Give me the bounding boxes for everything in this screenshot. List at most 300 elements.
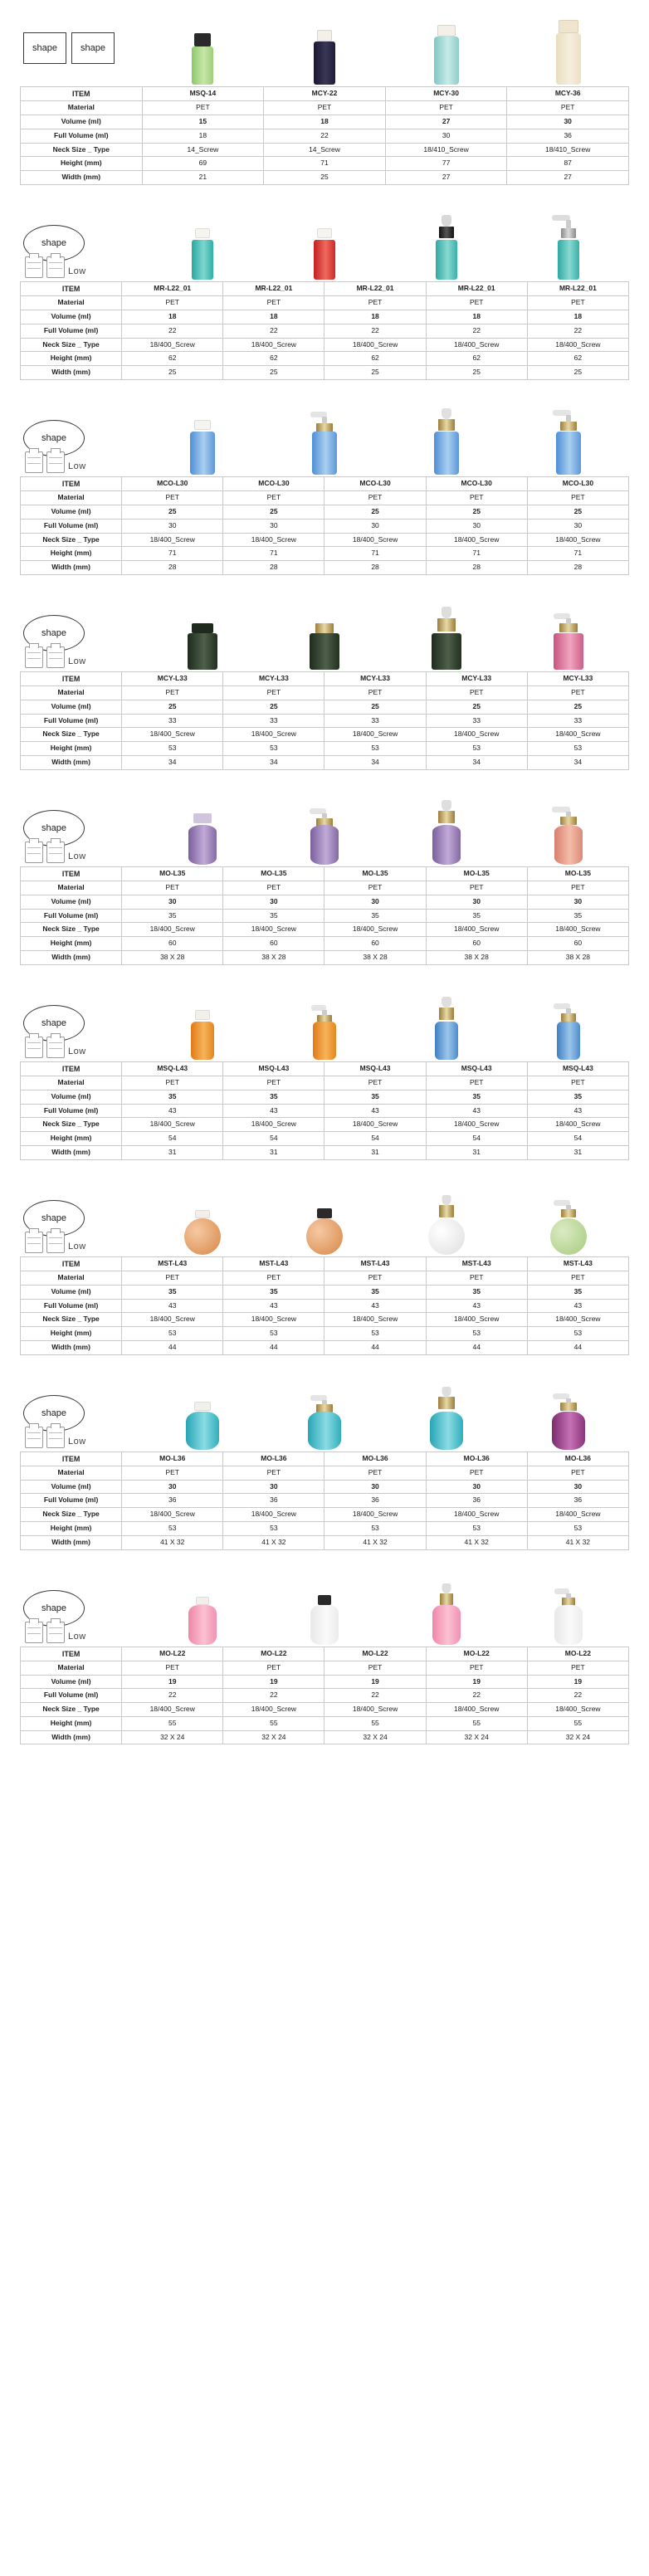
cell-material: PET xyxy=(426,686,527,700)
cell-neck: 18/400_Screw xyxy=(223,338,324,352)
reference-bottle-icon xyxy=(46,646,65,668)
product-image-1 xyxy=(142,1377,264,1450)
product-image-4 xyxy=(507,402,629,475)
cell-width: 34 xyxy=(223,755,324,769)
product-image-2 xyxy=(264,12,386,85)
cell-height: 53 xyxy=(324,1327,426,1341)
cell-material: PET xyxy=(122,1661,223,1675)
row-label-width: Width (mm) xyxy=(21,1340,122,1354)
shape-placeholder-cell xyxy=(20,1182,142,1255)
row-label-neck: Neck Size _ Type xyxy=(21,923,122,937)
cell-height: 53 xyxy=(324,1521,426,1535)
cell-width: 41 X 32 xyxy=(324,1535,426,1549)
product-image-4 xyxy=(507,597,629,670)
cell-volume: 15 xyxy=(142,115,264,129)
cell-volume: 35 xyxy=(324,1285,426,1299)
cell-height: 60 xyxy=(324,937,426,951)
cell-volume: 30 xyxy=(426,895,527,909)
cell-code: MST-L43 xyxy=(122,1256,223,1271)
cell-neck: 14_Screw xyxy=(264,143,386,157)
cell-material: PET xyxy=(527,296,628,310)
cell-volume: 25 xyxy=(527,505,628,519)
product-image-3 xyxy=(385,792,507,865)
cell-neck: 18/400_Screw xyxy=(223,533,324,547)
cell-volume: 18 xyxy=(264,115,386,129)
cell-full-volume: 43 xyxy=(223,1299,324,1313)
row-label-item: ITEM xyxy=(21,1256,122,1271)
cell-neck: 18/410_Screw xyxy=(385,143,507,157)
low-label: Low xyxy=(68,851,86,861)
cell-neck: 18/400_Screw xyxy=(324,1118,426,1132)
shape-placeholder-cell xyxy=(20,597,142,670)
cell-height: 55 xyxy=(527,1716,628,1730)
figure-row xyxy=(20,402,629,475)
cell-material: PET xyxy=(324,1076,426,1090)
product-image-5 xyxy=(629,1572,649,1645)
table-row-height xyxy=(21,1716,629,1730)
cell-neck: 18/400_Screw xyxy=(324,1703,426,1717)
row-label-width: Width (mm) xyxy=(21,1730,122,1744)
product-image-3 xyxy=(385,402,507,475)
product-block-6 xyxy=(20,987,629,1160)
low-label: Low xyxy=(68,1241,86,1251)
cell-height: 71 xyxy=(324,547,426,561)
row-label-item: ITEM xyxy=(21,476,122,490)
cell-code: MSQ-L43 xyxy=(223,1061,324,1076)
table-row-width xyxy=(21,1730,629,1744)
cell-neck: 18/400_Screw xyxy=(527,728,628,742)
row-label-neck: Neck Size _ Type xyxy=(21,1508,122,1522)
cell-height: 71 xyxy=(527,547,628,561)
shape-placeholder-cell xyxy=(20,12,142,85)
cell-full-volume: 43 xyxy=(223,1104,324,1118)
cell-code: MCY-L33 xyxy=(527,671,628,685)
cell-volume: 18 xyxy=(426,310,527,324)
cell-material: PET xyxy=(324,881,426,895)
cell-neck: 18/400_Screw xyxy=(122,338,223,352)
cell-height: 53 xyxy=(527,742,628,756)
product-image-5 xyxy=(629,1377,649,1450)
cell-neck: 18/400_Screw xyxy=(122,728,223,742)
cell-volume: 30 xyxy=(426,1480,527,1494)
cell-full-volume: 30 xyxy=(223,519,324,533)
row-label-item: ITEM xyxy=(21,866,122,881)
shape-placeholder-oval: shape xyxy=(23,1200,85,1237)
row-label-width: Width (mm) xyxy=(21,755,122,769)
cell-code: MCY-L33 xyxy=(223,671,324,685)
cell-full-volume: 35 xyxy=(426,909,527,923)
reference-bottle-icon xyxy=(25,256,43,278)
cell-neck: 18/400_Screw xyxy=(426,1703,527,1717)
cell-height: 60 xyxy=(527,937,628,951)
cell-material: PET xyxy=(142,101,264,115)
cell-volume: 35 xyxy=(426,1285,527,1299)
cell-neck: 18/400_Screw xyxy=(223,923,324,937)
cell-code: MO-L36 xyxy=(426,1451,527,1466)
figure-row xyxy=(20,1182,629,1255)
table-row-material xyxy=(21,101,629,115)
size-reference-group xyxy=(25,1622,86,1643)
cell-full-volume: 36 xyxy=(122,1494,223,1508)
row-label-volume: Volume (ml) xyxy=(21,310,122,324)
cell-full-volume: 36 xyxy=(324,1494,426,1508)
product-image-2 xyxy=(264,1572,386,1645)
cell-neck: 14_Screw xyxy=(142,143,264,157)
cell-width: 31 xyxy=(223,1145,324,1159)
cell-neck: 18/400_Screw xyxy=(426,923,527,937)
cell-material: PET xyxy=(122,686,223,700)
row-label-neck: Neck Size _ Type xyxy=(21,1703,122,1717)
row-label-volume: Volume (ml) xyxy=(21,505,122,519)
cell-neck: 18/400_Screw xyxy=(527,1508,628,1522)
cell-width: 44 xyxy=(223,1340,324,1354)
cell-code: MST-L43 xyxy=(223,1256,324,1271)
cell-code: MST-L43 xyxy=(324,1256,426,1271)
cell-height: 54 xyxy=(223,1132,324,1146)
cell-neck: 18/400_Screw xyxy=(527,923,628,937)
product-image-4 xyxy=(507,792,629,865)
cell-width: 41 X 32 xyxy=(223,1535,324,1549)
row-label-height: Height (mm) xyxy=(21,1521,122,1535)
product-image-3 xyxy=(385,1377,507,1450)
cell-width: 32 X 24 xyxy=(122,1730,223,1744)
table-row-material xyxy=(21,686,629,700)
product-image-4 xyxy=(507,1377,629,1450)
row-label-material: Material xyxy=(21,101,143,115)
cell-width: 28 xyxy=(527,561,628,575)
table-row-height xyxy=(21,1521,629,1535)
cell-code: MO-L36 xyxy=(324,1451,426,1466)
cell-neck: 18/400_Screw xyxy=(324,728,426,742)
cell-code: MCY-L33 xyxy=(324,671,426,685)
cell-full-volume: 22 xyxy=(527,1689,628,1703)
cell-material: PET xyxy=(426,1661,527,1675)
cell-volume: 35 xyxy=(324,1090,426,1104)
cell-full-volume: 30 xyxy=(324,519,426,533)
product-image-5 xyxy=(629,1182,649,1255)
cell-width: 44 xyxy=(426,1340,527,1354)
product-image-2 xyxy=(264,402,386,475)
cell-full-volume: 43 xyxy=(122,1299,223,1313)
cell-code: MSQ-L43 xyxy=(122,1061,223,1076)
row-label-item: ITEM xyxy=(21,281,122,295)
table-row-neck xyxy=(21,1508,629,1522)
cell-volume: 18 xyxy=(122,310,223,324)
reference-bottle-icon xyxy=(46,451,65,473)
shape-placeholder-oval: shape xyxy=(23,1005,85,1042)
cell-material: PET xyxy=(324,686,426,700)
cell-volume: 30 xyxy=(324,1480,426,1494)
cell-volume: 35 xyxy=(122,1090,223,1104)
cell-full-volume: 35 xyxy=(324,909,426,923)
cell-volume: 35 xyxy=(223,1090,324,1104)
row-label-full-volume: Full Volume (ml) xyxy=(21,324,122,338)
spec-table-9 xyxy=(20,1647,629,1745)
product-block-8 xyxy=(20,1377,629,1550)
figure-row xyxy=(20,1377,629,1450)
table-row-neck xyxy=(21,1118,629,1132)
cell-full-volume: 22 xyxy=(324,324,426,338)
cell-height: 62 xyxy=(122,352,223,366)
table-row-height xyxy=(21,352,629,366)
table-row-volume xyxy=(21,1285,629,1299)
cell-material: PET xyxy=(223,491,324,505)
cell-width: 38 X 28 xyxy=(122,950,223,964)
cell-full-volume: 35 xyxy=(122,909,223,923)
low-label: Low xyxy=(68,266,86,276)
table-row-neck xyxy=(21,923,629,937)
row-label-neck: Neck Size _ Type xyxy=(21,143,143,157)
table-row-item xyxy=(21,1647,629,1661)
table-row-neck xyxy=(21,1313,629,1327)
row-label-item: ITEM xyxy=(21,1451,122,1466)
cell-material: PET xyxy=(122,491,223,505)
table-row-volume xyxy=(21,310,629,324)
row-label-width: Width (mm) xyxy=(21,171,143,185)
cell-full-volume: 30 xyxy=(385,129,507,143)
cell-code: MCY-L33 xyxy=(426,671,527,685)
row-label-neck: Neck Size _ Type xyxy=(21,338,122,352)
cell-neck: 18/400_Screw xyxy=(324,1313,426,1327)
row-label-height: Height (mm) xyxy=(21,1716,122,1730)
cell-code: MO-L22 xyxy=(324,1647,426,1661)
cell-neck: 18/400_Screw xyxy=(324,1508,426,1522)
cell-material: PET xyxy=(426,491,527,505)
cell-width: 25 xyxy=(527,366,628,380)
row-label-volume: Volume (ml) xyxy=(21,895,122,909)
cell-volume: 18 xyxy=(223,310,324,324)
cell-material: PET xyxy=(324,1271,426,1285)
row-label-height: Height (mm) xyxy=(21,937,122,951)
row-label-width: Width (mm) xyxy=(21,561,122,575)
block-spacer xyxy=(20,388,629,402)
cell-full-volume: 35 xyxy=(527,909,628,923)
row-label-width: Width (mm) xyxy=(21,366,122,380)
cell-full-volume: 22 xyxy=(264,129,386,143)
spec-table-3 xyxy=(20,476,629,575)
cell-full-volume: 30 xyxy=(527,519,628,533)
row-label-height: Height (mm) xyxy=(21,352,122,366)
cell-neck: 18/400_Screw xyxy=(426,1118,527,1132)
row-label-material: Material xyxy=(21,1661,122,1675)
table-row-width xyxy=(21,1535,629,1549)
cell-width: 31 xyxy=(527,1145,628,1159)
cell-code: MO-L35 xyxy=(426,866,527,881)
cell-code: MR-L22_01 xyxy=(426,281,527,295)
cell-neck: 18/400_Screw xyxy=(122,923,223,937)
row-label-full-volume: Full Volume (ml) xyxy=(21,1299,122,1313)
cell-material: PET xyxy=(122,1076,223,1090)
shape-placeholder-cell xyxy=(20,792,142,865)
table-row-material xyxy=(21,1076,629,1090)
cell-material: PET xyxy=(324,296,426,310)
cell-height: 54 xyxy=(324,1132,426,1146)
table-row-neck xyxy=(21,143,629,157)
spec-table-5 xyxy=(20,866,629,965)
reference-bottle-icon xyxy=(25,646,43,668)
table-row-item xyxy=(21,281,629,295)
row-label-item: ITEM xyxy=(21,671,122,685)
table-row-width xyxy=(21,1340,629,1354)
cell-height: 69 xyxy=(142,157,264,171)
product-image-1 xyxy=(142,792,264,865)
spec-table-1 xyxy=(20,86,629,185)
cell-volume: 27 xyxy=(385,115,507,129)
table-row-item xyxy=(21,671,629,685)
reference-bottle-icon xyxy=(46,1037,65,1058)
cell-height: 53 xyxy=(122,742,223,756)
product-image-4 xyxy=(507,987,629,1060)
shape-placeholder-square-2: shape xyxy=(71,32,115,64)
cell-full-volume: 22 xyxy=(324,1689,426,1703)
row-label-height: Height (mm) xyxy=(21,547,122,561)
cell-width: 38 X 28 xyxy=(223,950,324,964)
cell-neck: 18/400_Screw xyxy=(527,1313,628,1327)
cell-material: PET xyxy=(527,1271,628,1285)
cell-height: 55 xyxy=(324,1716,426,1730)
cell-material: PET xyxy=(223,1271,324,1285)
shape-placeholder-oval: shape xyxy=(23,225,85,261)
cell-neck: 18/400_Screw xyxy=(426,533,527,547)
table-row-height xyxy=(21,742,629,756)
cell-material: PET xyxy=(223,1661,324,1675)
product-image-2 xyxy=(264,1377,386,1450)
cell-code: MO-L36 xyxy=(223,1451,324,1466)
cell-volume: 19 xyxy=(122,1675,223,1689)
cell-height: 55 xyxy=(223,1716,324,1730)
cell-width: 38 X 28 xyxy=(527,950,628,964)
size-reference-group xyxy=(25,451,86,473)
cell-material: PET xyxy=(507,101,629,115)
spec-table-8 xyxy=(20,1451,629,1550)
cell-width: 34 xyxy=(426,755,527,769)
shape-placeholder-cell xyxy=(20,1572,142,1645)
product-image-3 xyxy=(385,987,507,1060)
cell-code: MR-L22_01 xyxy=(223,281,324,295)
block-spacer xyxy=(20,973,629,987)
row-label-item: ITEM xyxy=(21,1061,122,1076)
table-row-volume xyxy=(21,1090,629,1104)
cell-full-volume: 30 xyxy=(122,519,223,533)
cell-code: MCO-L30 xyxy=(223,476,324,490)
cell-full-volume: 22 xyxy=(426,1689,527,1703)
table-row-width xyxy=(21,755,629,769)
cell-width: 28 xyxy=(324,561,426,575)
cell-full-volume: 43 xyxy=(324,1104,426,1118)
row-label-volume: Volume (ml) xyxy=(21,700,122,714)
cell-neck: 18/400_Screw xyxy=(527,1703,628,1717)
row-label-height: Height (mm) xyxy=(21,742,122,756)
row-label-neck: Neck Size _ Type xyxy=(21,728,122,742)
row-label-material: Material xyxy=(21,1076,122,1090)
shape-placeholder-oval: shape xyxy=(23,1395,85,1432)
table-row-neck xyxy=(21,338,629,352)
cell-full-volume: 36 xyxy=(426,1494,527,1508)
cell-width: 27 xyxy=(507,171,629,185)
cell-neck: 18/400_Screw xyxy=(527,1118,628,1132)
block-spacer xyxy=(20,1168,629,1182)
reference-bottle-icon xyxy=(25,1232,43,1253)
cell-code: MR-L22_01 xyxy=(527,281,628,295)
table-row-full-volume xyxy=(21,129,629,143)
cell-width: 27 xyxy=(385,171,507,185)
product-image-2 xyxy=(264,792,386,865)
cell-height: 53 xyxy=(426,1521,527,1535)
cell-width: 41 X 32 xyxy=(426,1535,527,1549)
cell-height: 62 xyxy=(426,352,527,366)
cell-volume: 30 xyxy=(324,895,426,909)
cell-neck: 18/400_Screw xyxy=(223,1313,324,1327)
cell-volume: 25 xyxy=(223,700,324,714)
product-image-4 xyxy=(507,1182,629,1255)
cell-height: 53 xyxy=(527,1327,628,1341)
row-label-neck: Neck Size _ Type xyxy=(21,1118,122,1132)
cell-height: 53 xyxy=(223,1327,324,1341)
product-image-5 xyxy=(629,792,649,865)
cell-width: 38 X 28 xyxy=(324,950,426,964)
product-block-4 xyxy=(20,597,629,770)
cell-code: MO-L22 xyxy=(527,1647,628,1661)
table-row-material xyxy=(21,881,629,895)
cell-full-volume: 35 xyxy=(223,909,324,923)
cell-volume: 25 xyxy=(426,505,527,519)
row-label-material: Material xyxy=(21,686,122,700)
cell-full-volume: 22 xyxy=(426,324,527,338)
product-image-1 xyxy=(142,207,264,280)
table-row-full-volume xyxy=(21,1494,629,1508)
size-reference-group xyxy=(25,256,86,278)
table-row-neck xyxy=(21,1703,629,1717)
cell-full-volume: 22 xyxy=(122,1689,223,1703)
cell-width: 44 xyxy=(122,1340,223,1354)
cell-full-volume: 43 xyxy=(122,1104,223,1118)
cell-neck: 18/410_Screw xyxy=(507,143,629,157)
cell-full-volume: 36 xyxy=(527,1494,628,1508)
block-spacer xyxy=(20,1364,629,1377)
cell-neck: 18/400_Screw xyxy=(122,1508,223,1522)
cell-volume: 25 xyxy=(426,700,527,714)
cell-volume: 19 xyxy=(324,1675,426,1689)
cell-width: 31 xyxy=(426,1145,527,1159)
cell-volume: 30 xyxy=(507,115,629,129)
row-label-volume: Volume (ml) xyxy=(21,115,143,129)
cell-neck: 18/400_Screw xyxy=(223,728,324,742)
product-image-4 xyxy=(507,1572,629,1645)
cell-width: 25 xyxy=(122,366,223,380)
cell-neck: 18/400_Screw xyxy=(223,1118,324,1132)
cell-width: 32 X 24 xyxy=(426,1730,527,1744)
cell-code: MO-L36 xyxy=(122,1451,223,1466)
cell-material: PET xyxy=(122,1271,223,1285)
low-label: Low xyxy=(68,1631,86,1642)
table-row-item xyxy=(21,1451,629,1466)
figure-row xyxy=(20,792,629,865)
spec-table-6 xyxy=(20,1061,629,1160)
size-reference-group xyxy=(25,1427,86,1448)
cell-material: PET xyxy=(264,101,386,115)
cell-height: 54 xyxy=(527,1132,628,1146)
row-label-neck: Neck Size _ Type xyxy=(21,533,122,547)
table-row-item xyxy=(21,87,629,101)
cell-width: 34 xyxy=(324,755,426,769)
cell-full-volume: 43 xyxy=(426,1104,527,1118)
cell-neck: 18/400_Screw xyxy=(426,1313,527,1327)
cell-volume: 25 xyxy=(122,700,223,714)
cell-height: 54 xyxy=(122,1132,223,1146)
cell-volume: 35 xyxy=(223,1285,324,1299)
cell-material: PET xyxy=(527,1661,628,1675)
shape-placeholder-oval: shape xyxy=(23,420,85,456)
